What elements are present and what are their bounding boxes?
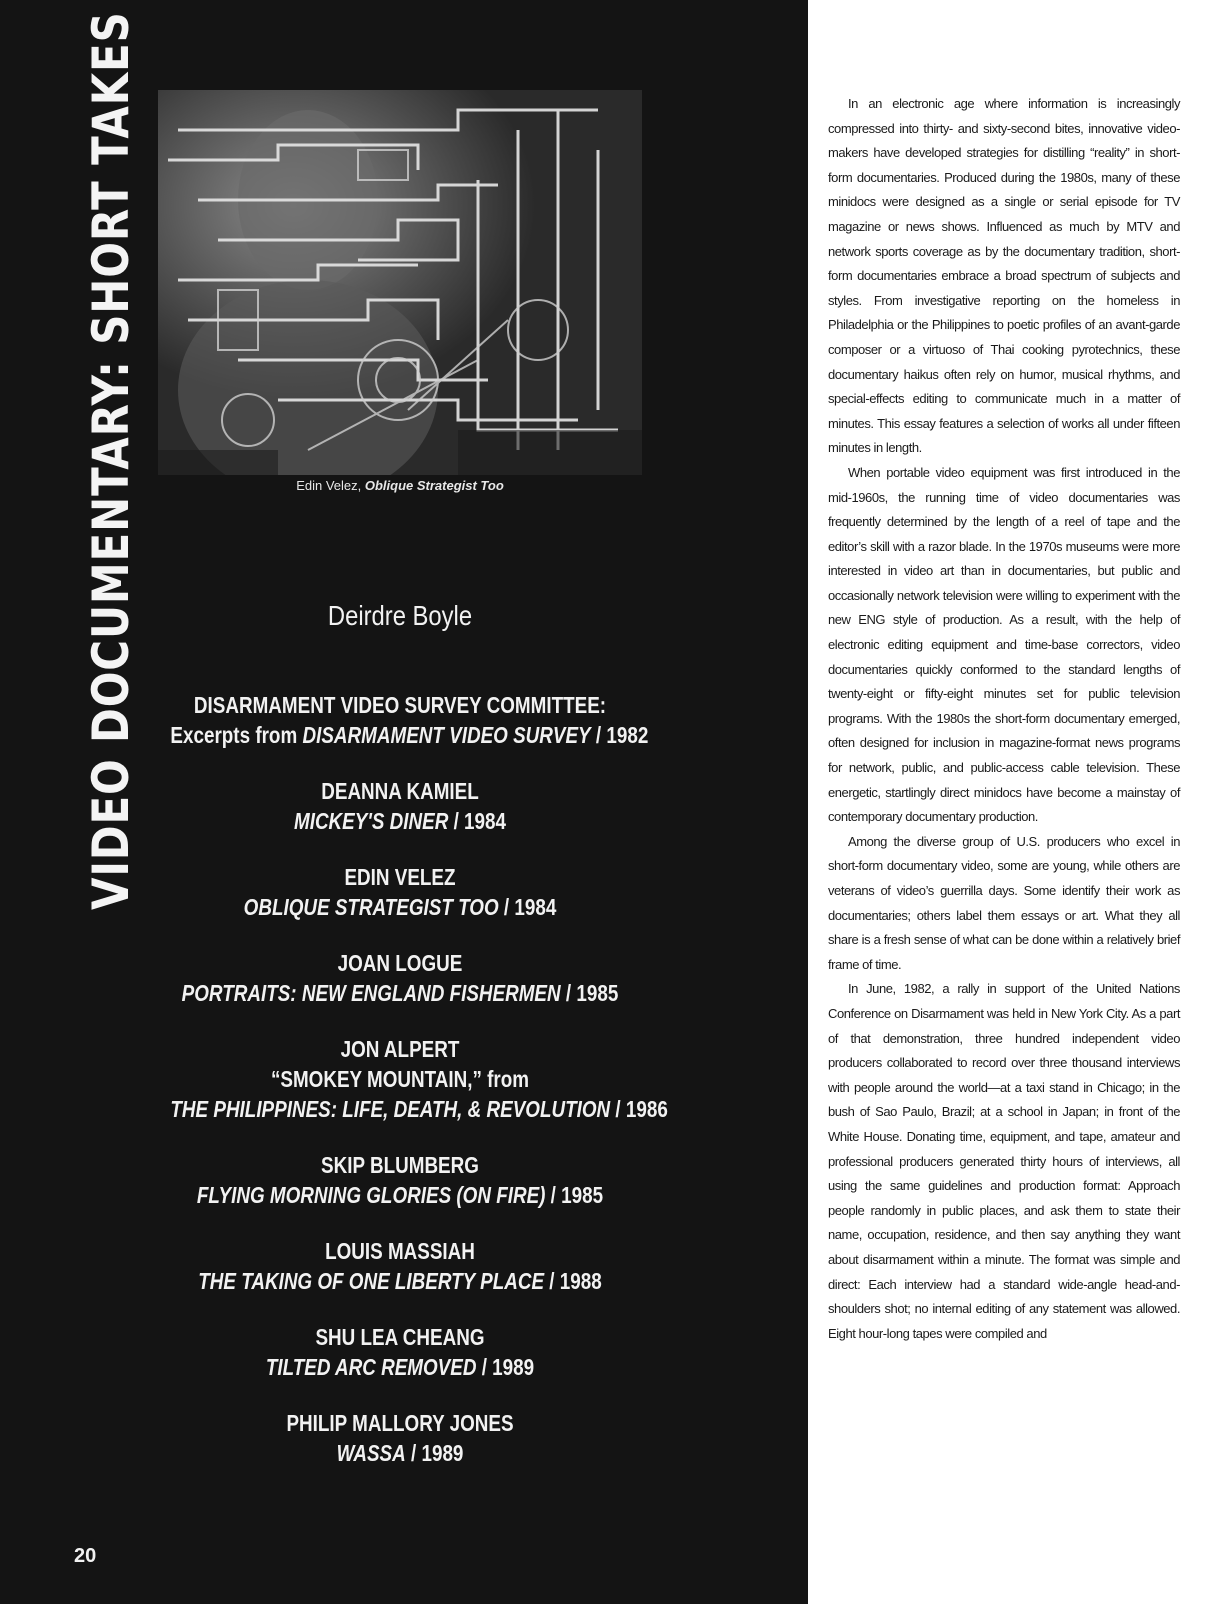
work-title-line bbox=[170, 1266, 629, 1296]
work-title: PORTRAITS: NEW ENGLAND FISHERMEN bbox=[181, 980, 561, 1006]
work-title: MICKEY'S DINER bbox=[293, 808, 449, 834]
vertical-article-title: VIDEO DOCUMENTARY: SHORT TAKES bbox=[82, 11, 140, 910]
work-year: / 1985 bbox=[560, 980, 619, 1006]
right-text-panel bbox=[808, 0, 1231, 1604]
work-producer: JON ALPERT bbox=[340, 1036, 460, 1062]
work-year: / 1988 bbox=[544, 1268, 602, 1294]
work-year: / 1984 bbox=[448, 808, 507, 834]
work-entry bbox=[170, 1408, 629, 1468]
work-producer: DISARMAMENT VIDEO SURVEY COMMITTEE: bbox=[193, 692, 607, 718]
author-name: Deirdre Boyle bbox=[327, 600, 473, 631]
work-title-prefix: Excerpts from bbox=[170, 722, 303, 748]
work-title-line bbox=[170, 978, 629, 1008]
work-year: / 1989 bbox=[476, 1354, 535, 1380]
work-year: / 1986 bbox=[610, 1096, 668, 1122]
work-entry bbox=[170, 1150, 629, 1210]
work-producer: EDIN VELEZ bbox=[344, 864, 456, 890]
work-year: / 1985 bbox=[545, 1182, 604, 1208]
work-title: THE PHILIPPINES: LIFE, DEATH, & REVOLUTION bbox=[170, 1096, 611, 1122]
work-title: THE TAKING OF ONE LIBERTY PLACE bbox=[198, 1268, 545, 1294]
work-year: / 1989 bbox=[405, 1440, 464, 1466]
photo-caption bbox=[158, 478, 642, 493]
work-title-line bbox=[170, 1180, 629, 1210]
essay-paragraph: When portable video equipment was first introduced in the mid-1960s, the running time of video documentaries was frequently determined by the length of a reel of tape and the editor’s skill with a razor blade. In the 1970s museums were more interested in video art than in documentaries, but public and occasionally network television were willing to experiment with the new ENG style of production. As a result, with the help of electronic editing equipment and time-base correctors, video documentaries quickly conformed to the standard lengths of twenty-eight or fifty-eight minutes set for public television programs. With the 1980s the short-form documentary emerged, often designed for inclusion in magazine-format news programs for network, public, and public-access cable television. These energetic, startlingly direct minidocs have become a mainstay of contemporary documentary production. bbox=[828, 464, 1180, 825]
work-subtitle: “SMOKEY MOUNTAIN,” from bbox=[270, 1066, 530, 1092]
work-title-line bbox=[170, 892, 629, 922]
work-title: FLYING MORNING GLORIES (ON FIRE) bbox=[196, 1182, 546, 1208]
work-entry bbox=[170, 1236, 629, 1296]
video-still-photo bbox=[158, 90, 642, 475]
work-entry bbox=[170, 690, 649, 750]
work-title-line bbox=[170, 1352, 629, 1382]
work-producer: LOUIS MASSIAH bbox=[325, 1238, 475, 1264]
work-producer: DEANNA KAMIEL bbox=[321, 778, 479, 804]
work-title-line bbox=[170, 1094, 668, 1124]
work-entry bbox=[170, 1322, 629, 1382]
work-title: OBLIQUE STRATEGIST TOO bbox=[243, 894, 499, 920]
work-title-line bbox=[170, 806, 629, 836]
work-producer: JOAN LOGUE bbox=[337, 950, 463, 976]
work-year: / 1982 bbox=[590, 722, 649, 748]
work-entry bbox=[170, 1034, 668, 1124]
work-year: / 1984 bbox=[498, 894, 557, 920]
work-entry bbox=[170, 862, 629, 922]
work-producer: SHU LEA CHEANG bbox=[315, 1324, 485, 1350]
essay-body bbox=[828, 92, 1180, 1346]
page-number: 20 bbox=[74, 1545, 97, 1567]
caption-name: Edin Velez, bbox=[296, 478, 365, 493]
essay-paragraph: In June, 1982, a rally in support of the United Nations Conference on Disarmament was held in New York City. As a part of that demonstration, three hundred independent video producers collaborated to record over three thousand interviews with people around the world—at a taxi stand in Chicago; in the bush of Sao Paulo, Brazil; at a school in Japan; in front of the White House. Donating time, equipment, and tape, amateur and professional producers generated thirty hours of interviews, all using the same guidelines and production format: Approach people randomly in public places, and ask them to state their name, occupation, residence, and then say anything they want about disarmament within a minute. The format was simple and direct: Each interview had a standard wide-angle head-and-shoulders shot; no internal editing of any statement was allowed. Eight hour-long tapes were compiled and bbox=[828, 981, 1180, 1341]
video-still-illustration bbox=[158, 90, 642, 475]
work-title: WASSA bbox=[336, 1440, 406, 1466]
work-title-line bbox=[170, 1438, 629, 1468]
work-entry bbox=[170, 948, 629, 1008]
essay-paragraph: Among the diverse group of U.S. producers who excel in short-form documentary video, some are young, while others are veterans of video’s guerrilla days. Some identify their work as documentaries; others label them essays or art. What they all share is a fresh sense of what can be done within a relatively brief frame of time. bbox=[828, 833, 1180, 972]
caption-work-title: Oblique Strategist Too bbox=[364, 478, 504, 493]
works-list bbox=[120, 690, 680, 1494]
work-title-line bbox=[170, 720, 649, 750]
work-title: TILTED ARC REMOVED bbox=[265, 1354, 477, 1380]
work-entry bbox=[170, 776, 629, 836]
work-title: DISARMAMENT VIDEO SURVEY bbox=[302, 722, 591, 748]
essay-paragraph: In an electronic age where information is increasingly compressed into thirty- and sixty-second bites, innovative video-makers have developed strategies for distilling “reality” in short-form documentaries. Produced during the 1980s, many of these minidocs were designed as a single or serial episode for TV magazine or news shows. Influenced as much by MTV and network sports coverage as by the documentary tradition, short-form documentaries embrace a broad spectrum of subjects and styles. From investigative reporting on the homeless in Philadelphia or the Philippines to poetic profiles of an avant-garde composer or a virtuoso of Thai cooking pyrotechnics, these documentary haikus often rely on humor, musical rhythms, and special-effects editing to communicate much in a matter of minutes. This essay features a selection of works all under fifteen minutes in length. bbox=[828, 96, 1180, 456]
work-producer: PHILIP MALLORY JONES bbox=[286, 1410, 514, 1436]
work-producer: SKIP BLUMBERG bbox=[321, 1152, 479, 1178]
